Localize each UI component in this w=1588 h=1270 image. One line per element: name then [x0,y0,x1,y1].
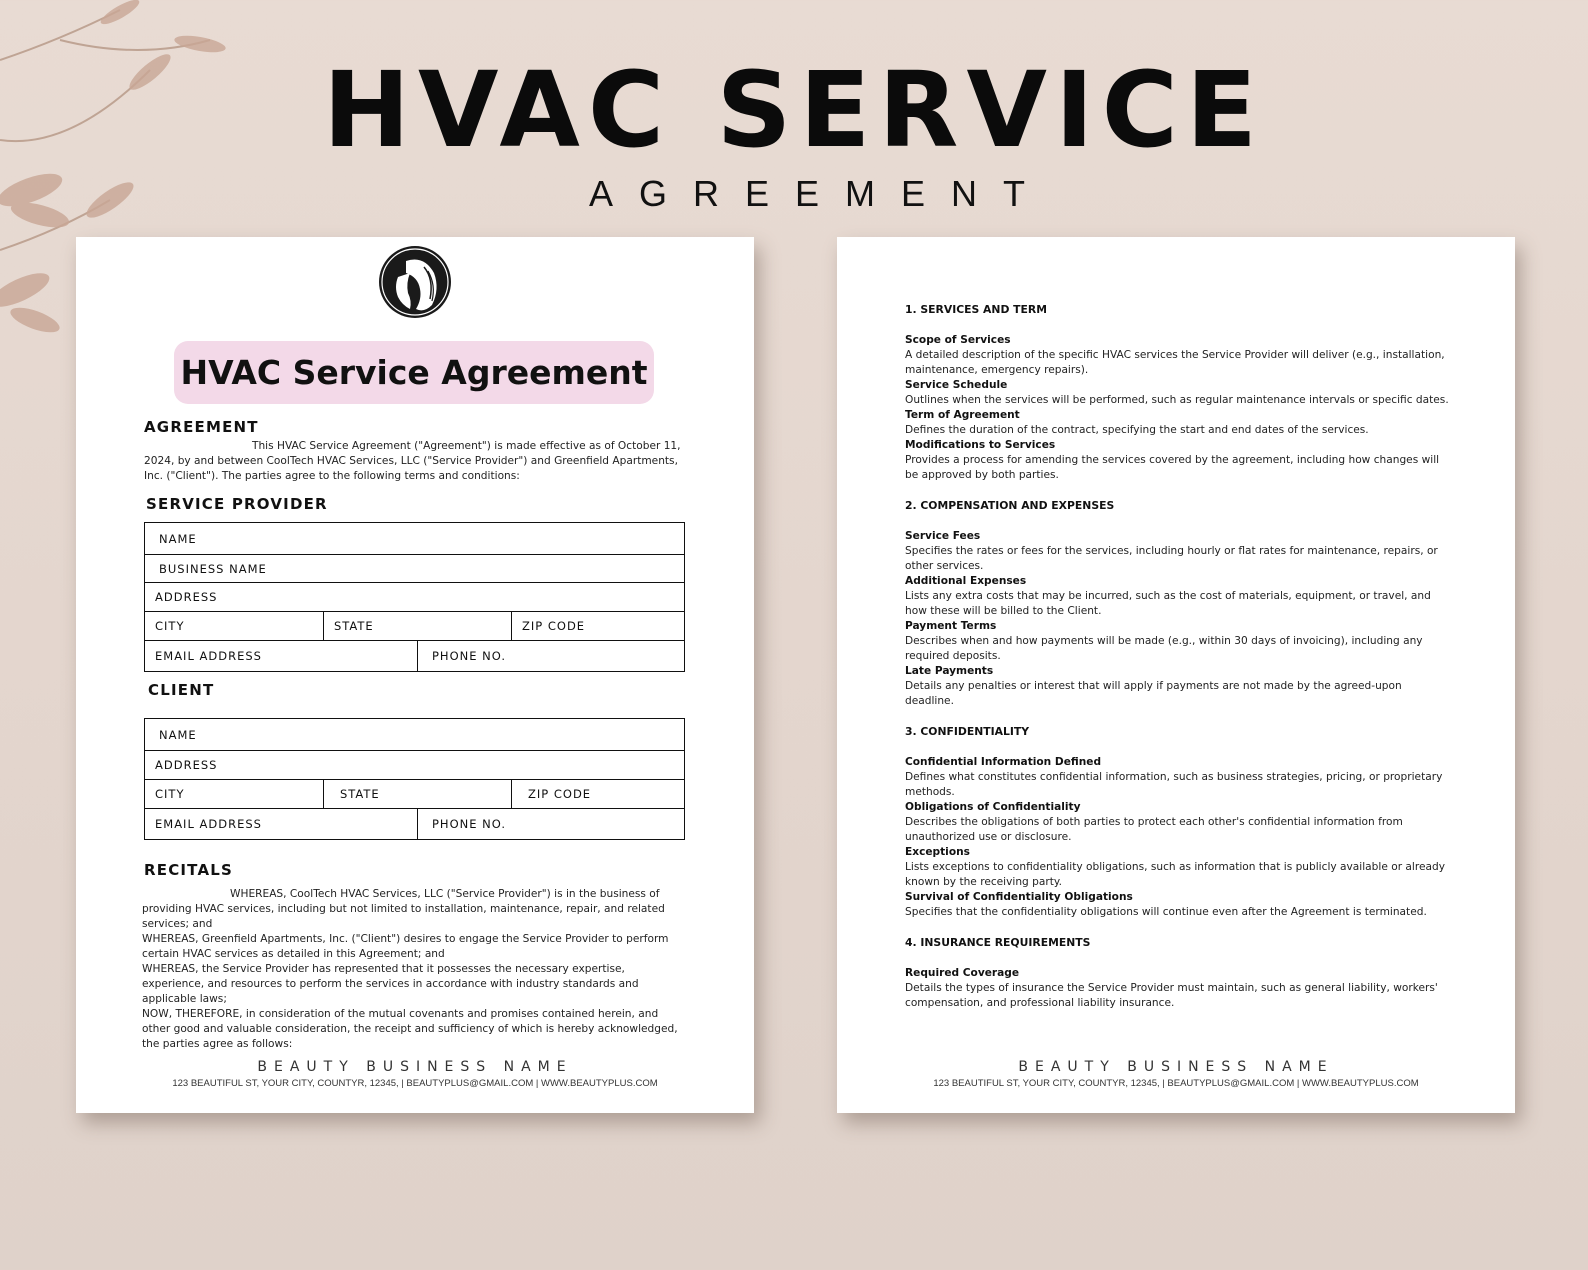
client-state-field[interactable]: STATE [323,780,511,808]
item-heading: Service Schedule [905,379,1008,391]
sp-zip-field[interactable]: ZIP CODE [511,612,684,640]
agreement-text [144,439,684,484]
item-description: Provides a process for amending the services covered by the agreement, including how changes will be approved by both parties. [905,454,1440,481]
section-compensation-and-expenses [905,499,1450,709]
woman-profile-logo-icon [376,243,454,321]
item-heading: Exceptions [905,846,970,858]
terms-list [905,303,1450,1027]
sp-business-name-field[interactable]: BUSINESS NAME [159,561,267,576]
client-phone-field[interactable]: PHONE NO. [417,809,684,839]
client-heading: CLIENT [148,681,215,699]
item-description: Specifies that the confidentiality obligations will continue even after the Agreement is terminated. [905,906,1427,918]
item-heading: Scope of Services [905,334,1011,346]
service-provider-form [144,522,685,672]
hero-title: HVAC SERVICE [322,49,1266,171]
item-description: Lists any extra costs that may be incurred, such as the cost of materials, equipment, or travel, and how these will be billed to the Client. [905,590,1431,617]
section-title: 1. SERVICES AND TERM [905,303,1047,316]
right-document-page [837,237,1515,1113]
sp-phone-field[interactable]: PHONE NO. [417,641,684,671]
item-description: Defines what constitutes confidential information, such as business strategies, pricing, or proprietary methods. [905,771,1443,798]
document-title: HVAC Service Agreement [174,341,654,404]
client-address-field[interactable]: ADDRESS [155,758,218,772]
footer-address: 123 BEAUTIFUL ST, YOUR CITY, COUNTYR, 12345, | BEAUTYPLUS@GMAIL.COM | WWW.BEAUTYPLUS.COM [172,1078,658,1089]
section-insurance-requirements [905,936,1450,1011]
item-heading: Additional Expenses [905,575,1027,587]
recital-paragraph-4: NOW, THEREFORE, in consideration of the mutual covenants and promises contained herein, and other good and valuable consideration, the receipt and sufficiency of which is hereby acknowledged, the parties agree as follows: [142,1008,678,1050]
item-heading: Obligations of Confidentiality [905,801,1081,813]
hero-subtitle: AGREEMENT [588,173,1052,214]
sp-state-field[interactable]: STATE [323,612,511,640]
client-city-field[interactable]: CITY [155,787,185,801]
item-description: Defines the duration of the contract, specifying the start and end dates of the services. [905,424,1369,436]
client-form [144,718,685,840]
section-title: 3. CONFIDENTIALITY [905,725,1030,738]
item-heading: Service Fees [905,530,981,542]
item-description: A detailed description of the specific HVAC services the Service Provider will deliver (e.g., installation, maintenance, emergency repairs). [905,349,1445,376]
item-description: Describes the obligations of both parties to protect each other's confidential information from unauthorized use or disclosure. [905,816,1403,843]
item-description: Details any penalties or interest that will apply if payments are not made by the agreed-upon deadline. [905,680,1402,707]
item-heading: Survival of Confidentiality Obligations [905,891,1133,903]
sp-address-field[interactable]: ADDRESS [155,590,218,604]
item-heading: Confidential Information Defined [905,756,1102,768]
item-description: Describes when and how payments will be made (e.g., within 30 days of invoicing), including any required deposits. [905,635,1423,662]
sp-city-field[interactable]: CITY [155,619,185,633]
service-provider-heading: SERVICE PROVIDER [146,495,328,513]
left-document-page [76,237,754,1113]
item-description: Details the types of insurance the Service Provider must maintain, such as general liability, workers' compensation, and professional liability insurance. [905,982,1438,1009]
client-email-field[interactable]: EMAIL ADDRESS [155,817,262,831]
recital-paragraph-3: WHEREAS, the Service Provider has represented that it possesses the necessary expertise, experience, and resources to perform the services in accordance with industry standards and applicable laws; [142,963,639,1005]
footer-address: 123 BEAUTIFUL ST, YOUR CITY, COUNTYR, 12345, | BEAUTYPLUS@GMAIL.COM | WWW.BEAUTYPLUS.COM [933,1078,1419,1089]
recital-paragraph-1: WHEREAS, CoolTech HVAC Services, LLC ("Service Provider") is in the business of providing HVAC services, including but not limited to installation, maintenance, repair, and related services; and [142,888,665,930]
item-heading: Late Payments [905,665,994,677]
item-description: Lists exceptions to confidentiality obligations, such as information that is publicly available or already known by the receiving party. [905,861,1445,888]
agreement-heading: AGREEMENT [144,418,259,436]
client-name-field[interactable]: NAME [159,727,197,742]
section-confidentiality [905,725,1450,920]
item-heading: Required Coverage [905,967,1020,979]
item-heading: Term of Agreement [905,409,1020,421]
item-heading: Payment Terms [905,620,997,632]
section-services-and-term [905,303,1450,483]
sp-name-field[interactable]: NAME [159,531,197,546]
recitals-text [142,887,687,1052]
sp-email-field[interactable]: EMAIL ADDRESS [155,649,262,663]
footer-business-name: BEAUTY BUSINESS NAME [1018,1059,1334,1075]
section-title: 2. COMPENSATION AND EXPENSES [905,499,1115,512]
footer-business-name: BEAUTY BUSINESS NAME [257,1059,573,1075]
item-description: Specifies the rates or fees for the services, including hourly or flat rates for maintenance, repairs, or other services. [905,545,1438,572]
agreement-paragraph: This HVAC Service Agreement ("Agreement") is made effective as of October 11, 2024, by and between CoolTech HVAC Services, LLC ("Service Provider") and Greenfield Apartments, Inc. ("Client"). The parties agree to the following terms and conditions: [144,440,681,482]
recitals-heading: RECITALS [144,861,234,879]
item-heading: Modifications to Services [905,439,1056,451]
recital-paragraph-2: WHEREAS, Greenfield Apartments, Inc. ("Client") desires to engage the Service Provider to perform certain HVAC services as detailed in this Agreement; and [142,933,669,960]
item-description: Outlines when the services will be performed, such as regular maintenance intervals or specific dates. [905,394,1449,406]
client-zip-field[interactable]: ZIP CODE [511,780,684,808]
section-title: 4. INSURANCE REQUIREMENTS [905,936,1091,949]
